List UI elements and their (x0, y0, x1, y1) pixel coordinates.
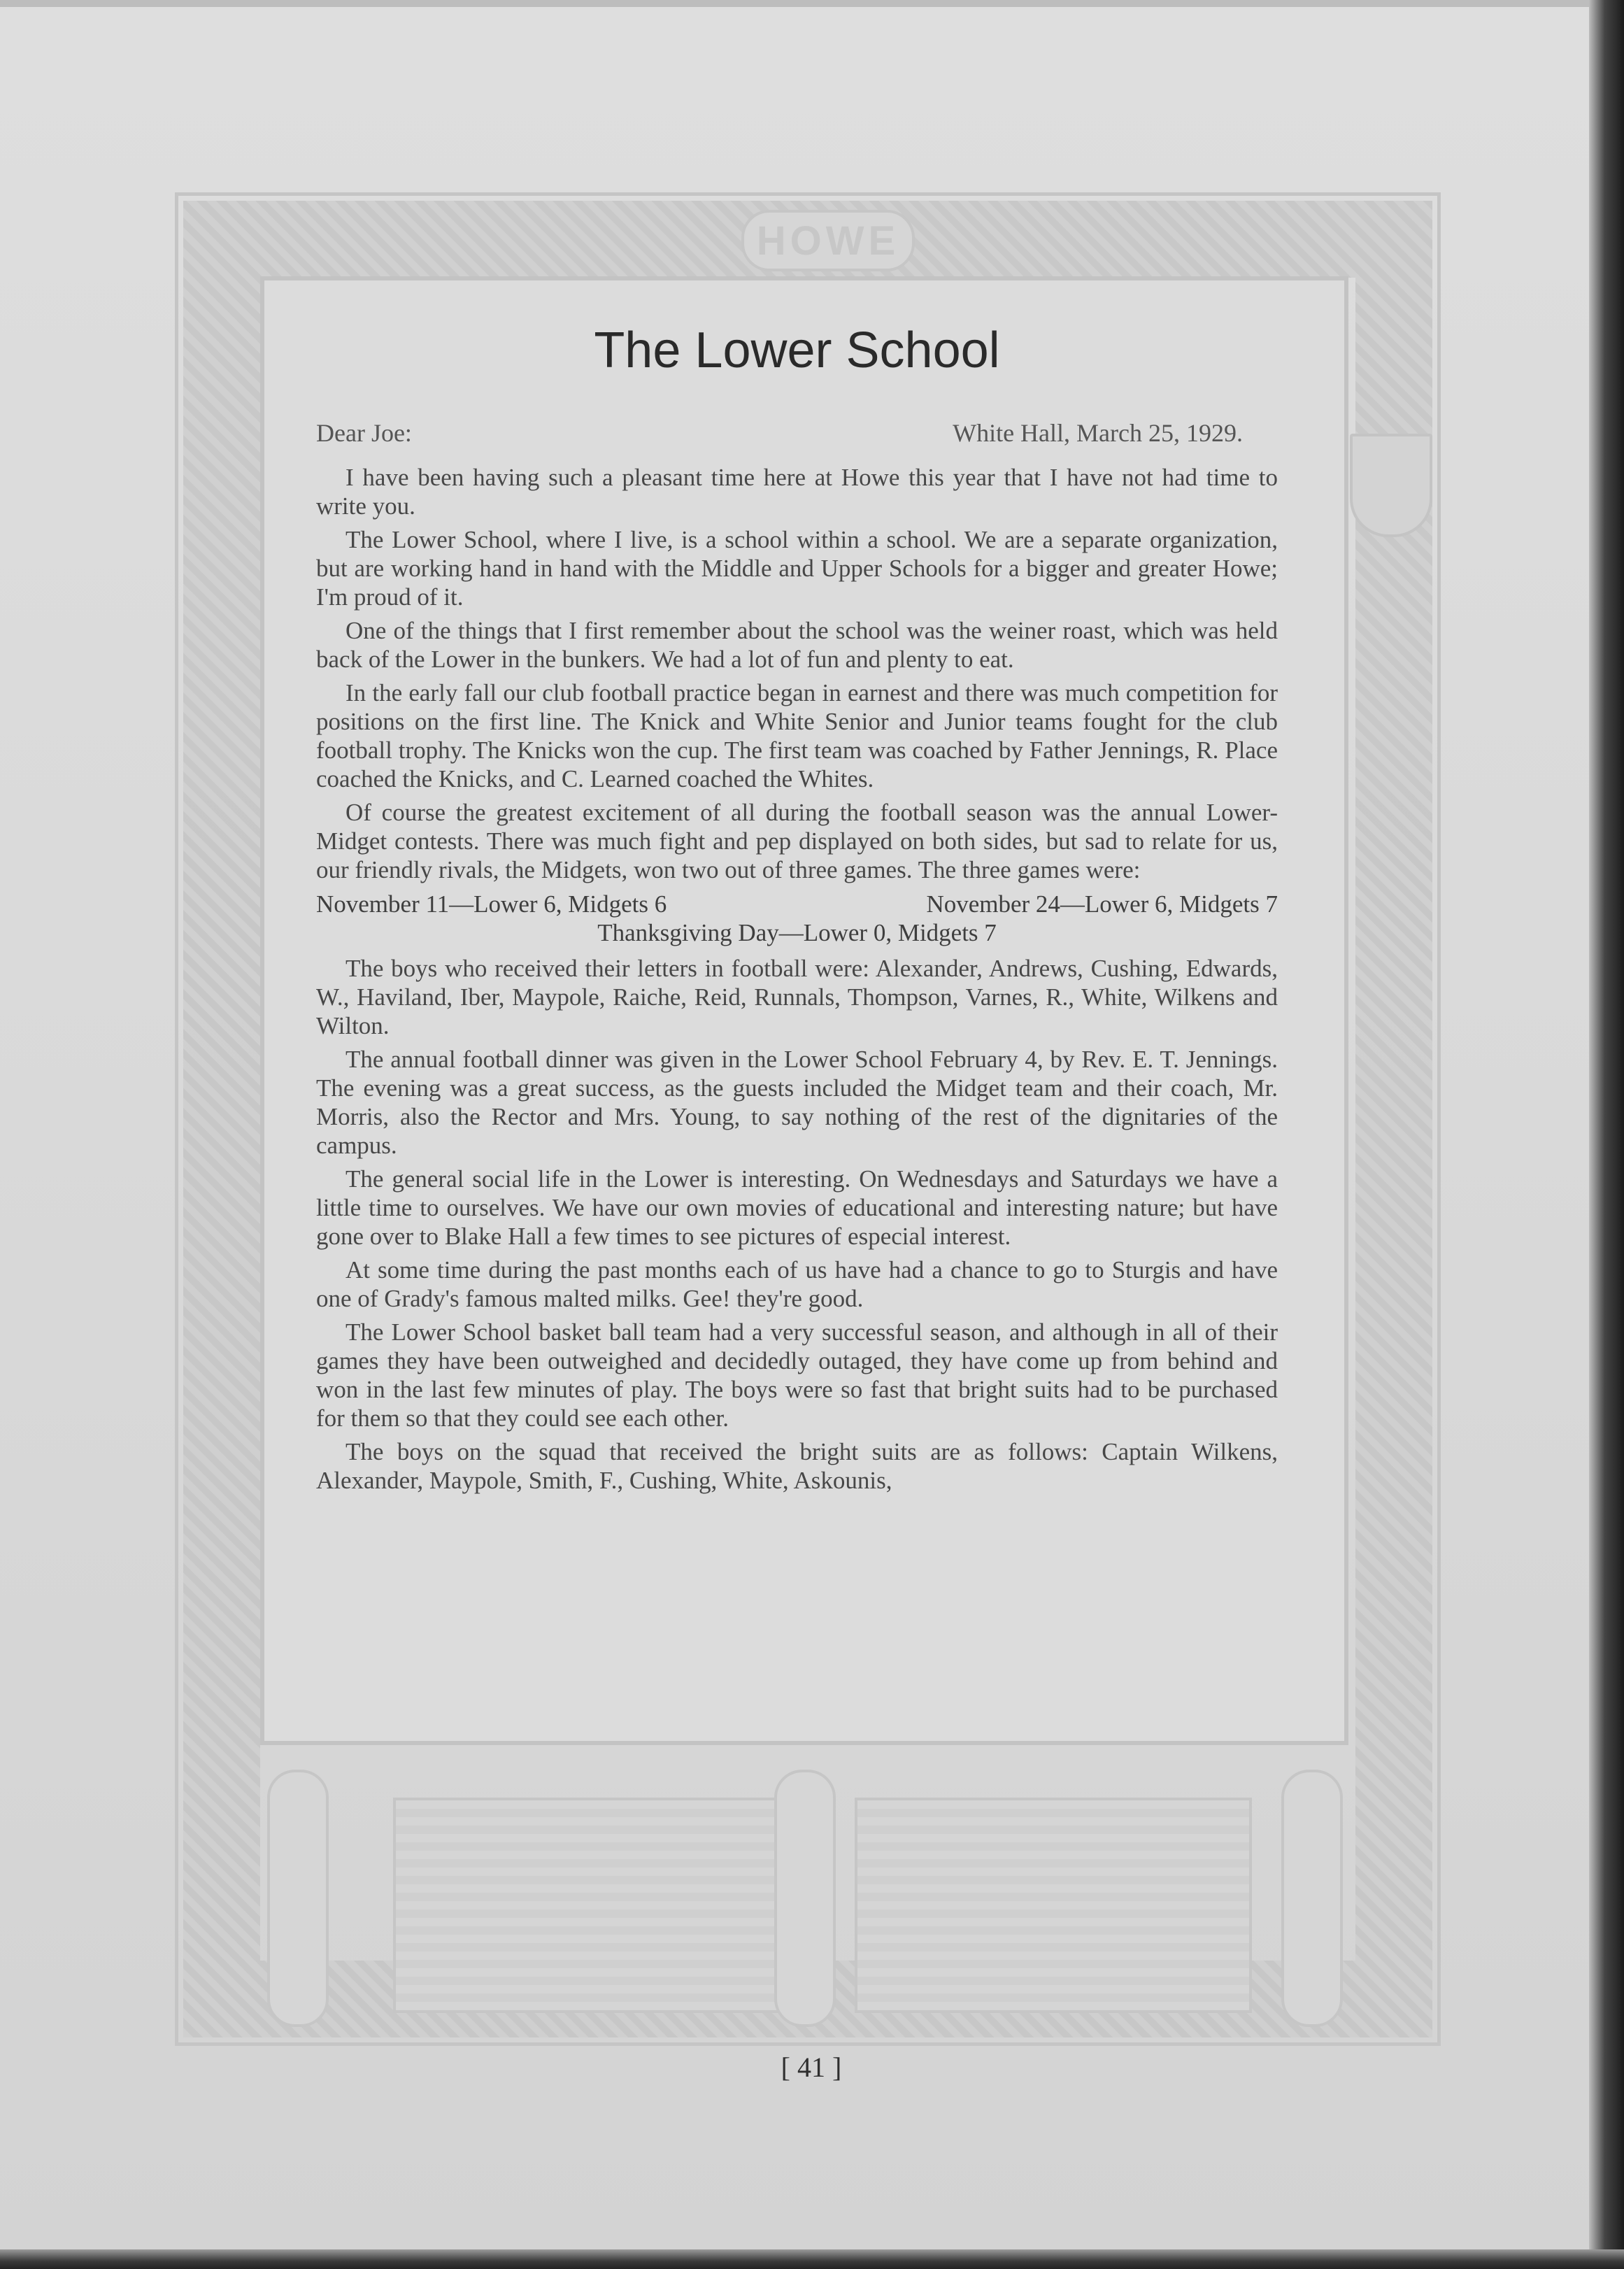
page-number: [ 41 ] (781, 2051, 842, 2083)
paragraph: The boys who received their letters in football were: Alexander, Andrews, Cushing, Edwards, W., Haviland, Iber, Maypole, Raiche, Reid, Runnals, Thompson, Varnes, R., White, Wilkens and Wilton. (316, 955, 1278, 1039)
paragraph: In the early fall our club football practice began in earnest and there was much competition for positions on the first line. The Knick and White Senior and Junior teams fought for the club football trophy. The Knicks won the cup. The first team was coached by Father Jennings, R. Place coached the Knicks, and C. Learned coached the Whites. (316, 679, 1278, 792)
page-bottom-edge (0, 2249, 1624, 2269)
building-illustration (393, 1798, 790, 2013)
paragraph: Of course the greatest excitement of all during the football season was the annual Lower-Midget contests. There was much fight and pep displayed on both sides, but sad to relate for us, our friendly rivals, the Midgets, won two out of three games. The three games were: (316, 799, 1278, 883)
paragraph: The Lower School basket ball team had a very successful season, and although in all of their games they have been outweighed and decidedly outaged, they have come up from behind and won in the last few minutes of play. The boys were so fast that bright suits had to be purchased for them so that they could see each other. (316, 1318, 1278, 1432)
game-result: November 24—Lower 6, Midgets 7 (926, 890, 1278, 918)
game-result: Thanksgiving Day—Lower 0, Midgets 7 (597, 919, 997, 946)
game-results (316, 890, 1278, 947)
paragraph: The general social life in the Lower is interesting. On Wednesdays and Saturdays we have a little time to ourselves. We have our own movies of educational and interesting nature; but have gone over to Blake Hall a few times to see pictures of especial interest. (316, 1165, 1278, 1250)
paragraph: At some time during the past months each of us have had a chance to go to Sturgis and have one of Grady's famous malted milks. Gee! they're good. (316, 1256, 1278, 1312)
book-binding-edge (1589, 0, 1624, 2269)
page-title: The Lower School (594, 322, 1000, 378)
frame-banner-text: HOWE (756, 218, 900, 264)
cannon-illustration (855, 1798, 1252, 2013)
dateline: White Hall, March 25, 1929. (953, 419, 1243, 447)
scroll-ornament-icon (267, 1770, 329, 2027)
paragraph: The annual football dinner was given in the Lower School February 4, by Rev. E. T. Jennings. The evening was a great success, as the guests included the Midget team and their coach, Mr. Morris, also the Rector and Mrs. Young, to say nothing of the rest of the dignitaries of the campus. (316, 1046, 1278, 1159)
paragraph: The Lower School, where I live, is a school within a school. We are a separate organization, but are working hand in hand with the Middle and Upper Schools for a bigger and greater Howe; I'm proud of it. (316, 526, 1278, 611)
salutation: Dear Joe: (316, 419, 412, 447)
paragraph: One of the things that I first remember about the school was the weiner roast, which was held back of the Lower in the bunkers. We had a lot of fun and plenty to eat. (316, 617, 1278, 673)
crest-shield-icon (1350, 434, 1432, 537)
game-results-row (316, 890, 1278, 918)
paragraph: I have been having such a pleasant time here at Howe this year that I have not had time to write you. (316, 464, 1278, 520)
scroll-ornament-icon (1281, 1770, 1343, 2027)
page-number-value: 41 (797, 2051, 825, 2083)
scroll-ornament-icon (774, 1770, 836, 2027)
frame-bottom-illustration (260, 1756, 1348, 2035)
page-top-edge (0, 0, 1609, 7)
game-result: November 11—Lower 6, Midgets 6 (316, 890, 667, 918)
frame-banner (741, 210, 915, 271)
paragraph: The boys on the squad that received the bright suits are as follows: Captain Wilkens, Alexander, Maypole, Smith, F., Cushing, White, Askounis, (316, 1438, 1278, 1494)
letter-heading (316, 418, 1278, 448)
article (316, 322, 1278, 1500)
